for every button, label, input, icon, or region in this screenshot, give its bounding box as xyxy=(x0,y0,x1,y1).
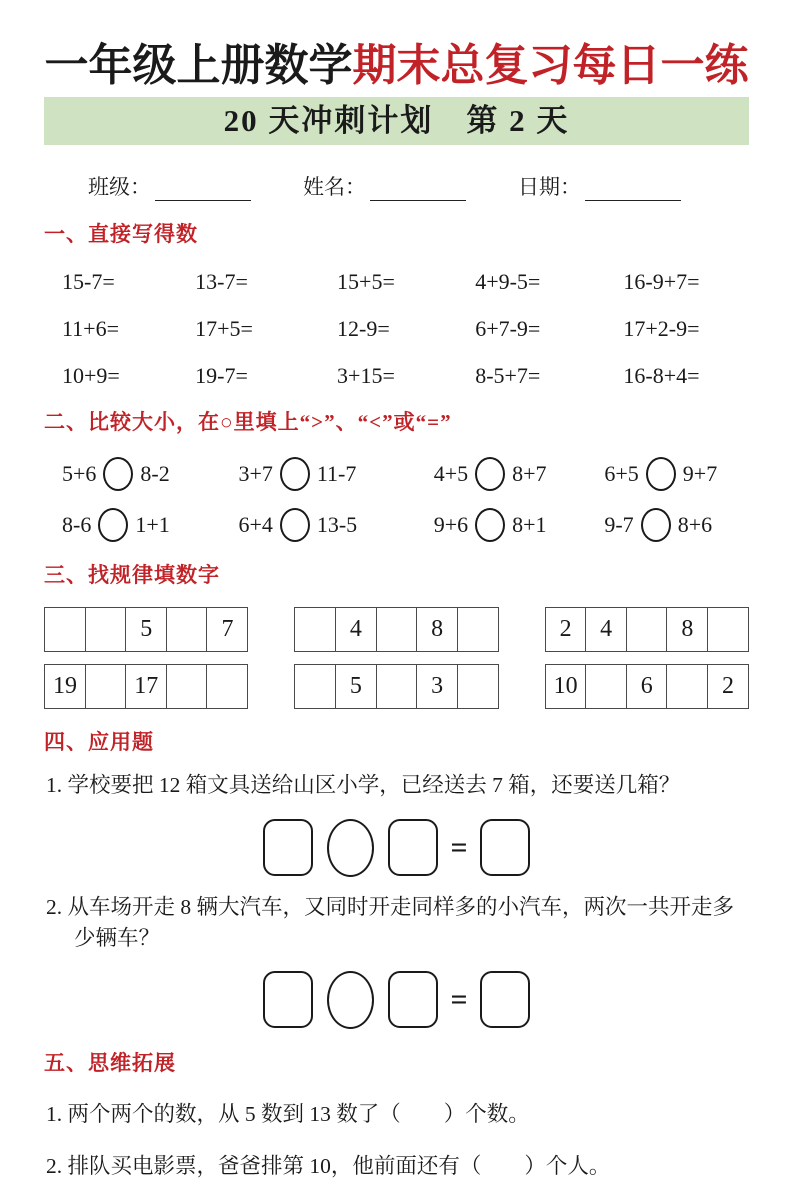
pattern-cell[interactable]: 5 xyxy=(335,664,377,709)
compare-right-expression: 1+1 xyxy=(135,512,170,538)
pattern-cell[interactable] xyxy=(376,664,418,709)
arithmetic-grid xyxy=(62,269,749,389)
pattern-cell[interactable]: 5 xyxy=(125,607,167,652)
pattern-table xyxy=(294,607,498,652)
compare-right-expression: 8-2 xyxy=(140,461,170,487)
arithmetic-problem[interactable]: 13-7= xyxy=(195,269,248,295)
answer-circle[interactable] xyxy=(280,508,310,542)
pattern-cell[interactable] xyxy=(626,607,668,652)
pattern-cell[interactable]: 4 xyxy=(585,607,627,652)
pattern-cell[interactable] xyxy=(166,607,208,652)
answer-circle[interactable] xyxy=(646,457,676,491)
arithmetic-problem[interactable]: 15+5= xyxy=(337,269,395,295)
pattern-cell[interactable]: 10 xyxy=(545,664,587,709)
word-problem-1: 1. 学校要把 12 箱文具送给山区小学，已经送去 7 箱，还要送几箱？ xyxy=(46,773,681,798)
banner-subtitle: 20 天冲刺计划 第 2 天 xyxy=(44,97,749,145)
section-title-patterns: 三、找规律填数字 xyxy=(44,563,220,588)
arithmetic-problem[interactable]: 15-7= xyxy=(62,269,115,295)
compare-left-expression: 5+6 xyxy=(62,461,97,487)
fill-in-line[interactable] xyxy=(585,181,681,201)
arithmetic-problem[interactable]: 16-8+4= xyxy=(623,363,700,389)
pattern-table xyxy=(44,607,248,652)
compare-grid xyxy=(62,457,749,542)
thinking-item-1: 1. 两个两个的数，从 5 数到 13 数了（ ）个数。 xyxy=(46,1101,530,1126)
answer-circle[interactable] xyxy=(280,457,310,491)
pattern-cell[interactable]: 7 xyxy=(206,607,248,652)
compare-problem xyxy=(62,508,238,542)
section-title-compare: 二、比较大小，在○里填上“>”、“<”或“=” xyxy=(44,410,452,435)
arithmetic-problem[interactable]: 3+15= xyxy=(337,363,395,389)
compare-right-expression: 8+6 xyxy=(677,512,713,538)
student-info-field xyxy=(518,171,681,201)
pattern-cell[interactable] xyxy=(457,607,499,652)
pattern-cell[interactable]: 8 xyxy=(416,607,458,652)
pattern-cell[interactable]: 3 xyxy=(416,664,458,709)
pattern-cell[interactable]: 4 xyxy=(335,607,377,652)
pattern-table xyxy=(44,664,248,709)
pattern-cell[interactable] xyxy=(294,664,336,709)
student-info-field xyxy=(303,171,466,201)
answer-box[interactable] xyxy=(480,819,530,876)
answer-oval[interactable] xyxy=(327,819,374,877)
compare-problem xyxy=(434,508,605,542)
arithmetic-problem[interactable]: 16-9+7= xyxy=(623,269,700,295)
answer-circle[interactable] xyxy=(475,457,505,491)
compare-right-expression: 9+7 xyxy=(682,461,718,487)
student-info-label: 日期： xyxy=(518,175,581,200)
fill-in-line[interactable] xyxy=(370,181,466,201)
compare-right-expression: 8+1 xyxy=(512,512,547,538)
compare-right-expression: 11-7 xyxy=(316,461,357,487)
answer-circle[interactable] xyxy=(98,508,128,542)
compare-right-expression: 13-5 xyxy=(316,512,358,538)
answer-box[interactable] xyxy=(388,819,438,876)
pattern-cell[interactable] xyxy=(457,664,499,709)
answer-box[interactable] xyxy=(263,819,313,876)
compare-problem xyxy=(434,457,605,491)
compare-left-expression: 6+5 xyxy=(604,461,639,487)
arithmetic-problem[interactable]: 10+9= xyxy=(62,363,120,389)
answer-box[interactable] xyxy=(480,971,530,1028)
arithmetic-problem[interactable]: 19-7= xyxy=(195,363,248,389)
pattern-row xyxy=(44,607,749,652)
section-title-arithmetic: 一、直接写得数 xyxy=(44,222,198,247)
pattern-cell[interactable]: 19 xyxy=(44,664,86,709)
pattern-cell[interactable]: 6 xyxy=(626,664,668,709)
compare-left-expression: 6+4 xyxy=(238,512,273,538)
answer-shapes xyxy=(44,970,749,1030)
fill-in-line[interactable] xyxy=(155,181,251,201)
student-info xyxy=(88,171,749,201)
pattern-cell[interactable] xyxy=(666,664,708,709)
pattern-cell[interactable]: 2 xyxy=(707,664,749,709)
equals-sign: = xyxy=(450,830,468,864)
pattern-cell[interactable]: 17 xyxy=(125,664,167,709)
pattern-cell[interactable]: 8 xyxy=(666,607,708,652)
thinking-item-2: 2. 排队买电影票，爸爸排第 10，他前面还有（ ）个人。 xyxy=(46,1154,611,1178)
compare-problem xyxy=(238,508,433,542)
word-problem-2: 2. 从车场开走 8 辆大汽车，又同时开走同样多的小汽车，两次一共开走多少辆车？ xyxy=(46,894,735,950)
compare-left-expression: 4+5 xyxy=(433,461,469,487)
answer-box[interactable] xyxy=(263,971,313,1028)
answer-box[interactable] xyxy=(388,971,438,1028)
pattern-cell[interactable] xyxy=(376,607,418,652)
page-title-black: 一年级上册数学 xyxy=(44,41,353,90)
section-title-word-problems: 四、应用题 xyxy=(44,730,154,755)
pattern-table xyxy=(294,664,498,709)
pattern-cell[interactable] xyxy=(166,664,208,709)
compare-left-expression: 8-6 xyxy=(62,512,92,538)
answer-circle[interactable] xyxy=(475,508,505,542)
pattern-cell[interactable] xyxy=(294,607,336,652)
compare-problem xyxy=(238,457,433,491)
arithmetic-problem[interactable]: 12-9= xyxy=(337,316,390,342)
pattern-row xyxy=(44,664,749,709)
arithmetic-problem[interactable]: 17+5= xyxy=(195,316,253,342)
arithmetic-problem[interactable]: 4+9-5= xyxy=(475,269,541,295)
pattern-cell[interactable] xyxy=(85,607,127,652)
page-title xyxy=(44,42,749,90)
answer-circle[interactable] xyxy=(641,508,671,542)
pattern-cell[interactable] xyxy=(707,607,749,652)
pattern-cell[interactable] xyxy=(585,664,627,709)
arithmetic-problem[interactable]: 6+7-9= xyxy=(475,316,541,342)
compare-problem xyxy=(604,457,749,491)
compare-left-expression: 9+6 xyxy=(433,512,469,538)
arithmetic-problem[interactable]: 8-5+7= xyxy=(475,363,541,389)
student-info-label: 姓名： xyxy=(303,175,366,200)
student-info-field xyxy=(88,171,251,201)
compare-left-expression: 3+7 xyxy=(238,461,273,487)
answer-shapes xyxy=(44,818,749,878)
compare-right-expression: 8+7 xyxy=(512,461,547,487)
pattern-cell[interactable] xyxy=(44,607,86,652)
compare-problem xyxy=(604,508,749,542)
arithmetic-problem[interactable]: 17+2-9= xyxy=(623,316,700,342)
equals-sign: = xyxy=(450,982,468,1016)
answer-circle[interactable] xyxy=(103,457,133,491)
student-info-label: 班级： xyxy=(88,175,151,200)
pattern-cell[interactable] xyxy=(85,664,127,709)
arithmetic-problem[interactable]: 11+6= xyxy=(62,316,119,342)
section-title-thinking: 五、思维拓展 xyxy=(44,1050,176,1075)
pattern-cell[interactable] xyxy=(206,664,248,709)
compare-problem xyxy=(62,457,238,491)
pattern-cell[interactable]: 2 xyxy=(545,607,587,652)
pattern-table xyxy=(545,664,749,709)
compare-left-expression: 9-7 xyxy=(604,512,634,538)
page-title-red: 期末总复习每日一练 xyxy=(352,41,749,90)
pattern-table xyxy=(545,607,749,652)
answer-oval[interactable] xyxy=(327,971,374,1029)
